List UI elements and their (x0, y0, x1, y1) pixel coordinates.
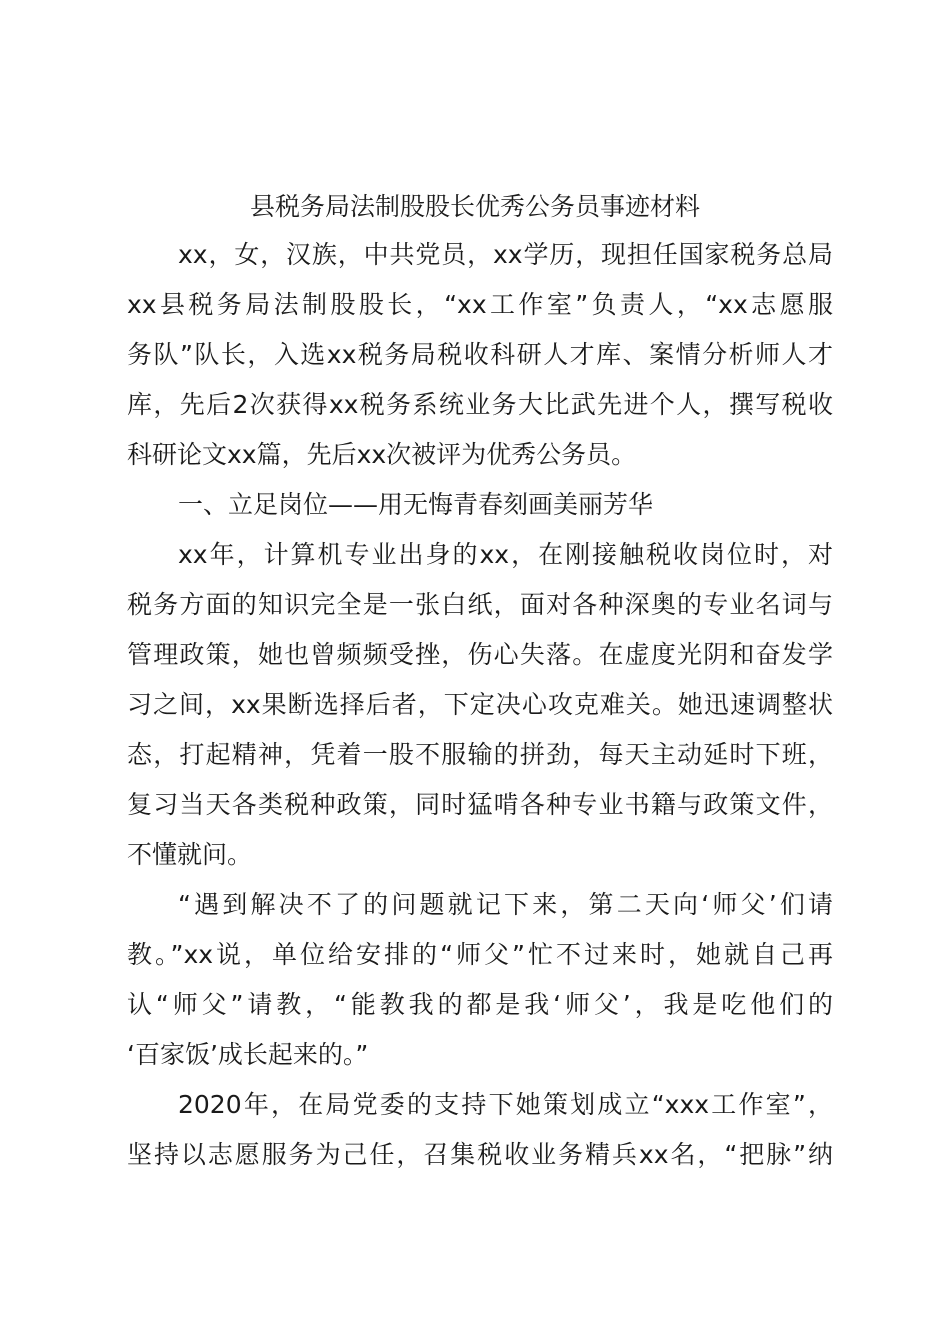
paragraph-line: 税务方面的知识完全是一张白纸，面对各种深奥的专业名词与 (127, 590, 833, 619)
paragraph-line: 习之间，xx果断选择后者，下定决心攻克难关。她迅速调整状 (127, 690, 833, 719)
section-heading: 一、立足岗位——用无悔青春刻画美丽芳华 (178, 490, 654, 519)
paragraph-line: 务队”队长，入选xx税务局税收科研人才库、案情分析师人才 (127, 340, 833, 369)
paragraph-line: 坚持以志愿服务为己任，召集税收业务精兵xx名，“把脉”纳 (127, 1140, 833, 1169)
paragraph-line: xx，女，汉族，中共党员，xx学历，现担任国家税务总局 (178, 240, 833, 269)
paragraph-line: 复习当天各类税种政策，同时猛啃各种专业书籍与政策文件， (127, 790, 833, 819)
paragraph-line: 管理政策，她也曾频频受挫，伤心失落。在虚度光阴和奋发学 (127, 640, 833, 669)
paragraph-line: 库，先后2次获得xx税务系统业务大比武先进个人，撰写税收 (127, 390, 833, 419)
paragraph-line: 不懂就问。 (127, 840, 253, 869)
paragraph-line: 态，打起精神，凭着一股不服输的拼劲，每天主动延时下班， (127, 740, 833, 769)
paragraph-line: 教。”xx说，单位给安排的“师父”忙不过来时，她就自己再 (127, 940, 833, 969)
paragraph-line: ‘百家饭’成长起来的。” (127, 1040, 369, 1069)
paragraph-line: xx县税务局法制股股长，“xx工作室”负责人，“xx志愿服 (127, 290, 833, 319)
paragraph-line: 科研论文xx篇，先后xx次被评为优秀公务员。 (127, 440, 637, 469)
paragraph-line: 认“师父”请教，“能教我的都是我‘师父’，我是吃他们的 (127, 990, 833, 1019)
document-title: 县税务局法制股股长优秀公务员事迹材料 (249, 192, 700, 221)
paragraph-line: “遇到解决不了的问题就记下来，第二天向‘师父’们请 (178, 890, 833, 919)
paragraph-line: 2020年，在局党委的支持下她策划成立“xxx工作室”， (178, 1090, 833, 1119)
paragraph-line: xx年，计算机专业出身的xx，在刚接触税收岗位时，对 (178, 540, 833, 569)
